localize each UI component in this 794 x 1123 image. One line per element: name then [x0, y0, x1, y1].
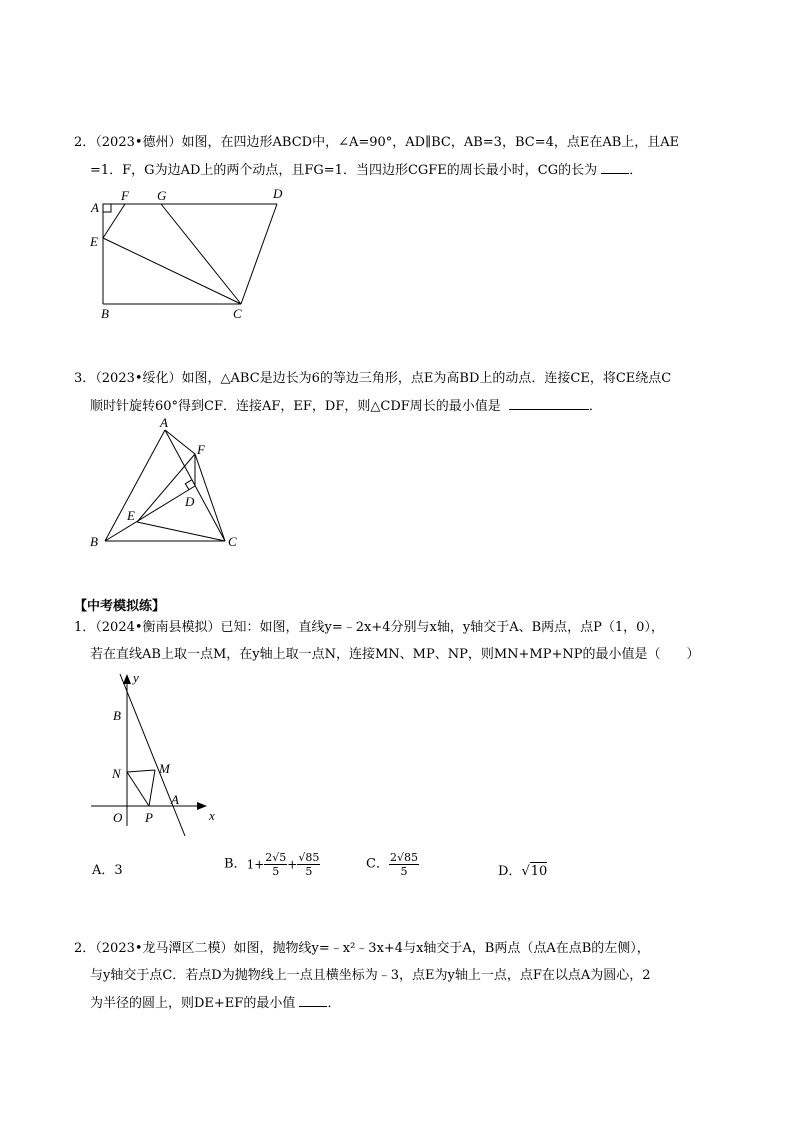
- m1-seg-NM: [127, 770, 155, 772]
- q3-seg-EF: [137, 454, 195, 522]
- m1-label-x: x: [209, 808, 215, 823]
- m1-label-O: O: [113, 810, 123, 825]
- q2-right-angle-mark: [103, 204, 111, 212]
- q3-line2-text: 顺时针旋转60°得到CF．连接AF，EF，DF，则△CDF周长的最小值是: [90, 399, 501, 414]
- q2-label-B: B: [101, 306, 109, 321]
- m1-option-b-one: 1+: [246, 857, 265, 872]
- m1-option-c[interactable]: [366, 851, 419, 878]
- m1-option-c-frac: [389, 851, 419, 878]
- m1-option-d-sqrt-icon: √: [521, 864, 530, 879]
- m2-line1: 2．（2023•龙马潭区二模）如图，抛物线y=﹣x²﹣3x+4与x轴交于A，B两点（点A在点B的左侧），: [74, 941, 650, 956]
- m1-label-P: P: [145, 810, 153, 825]
- m1-option-b-num1: 2√5: [265, 851, 287, 864]
- m2-answer-blank[interactable]: [299, 994, 327, 1007]
- m1-option-b-plus: +: [287, 857, 298, 872]
- q2-label-F: F: [121, 188, 129, 203]
- m1-option-b-prefix: B．: [224, 856, 247, 872]
- q2-label-G: G: [157, 188, 167, 203]
- q2-figure: [85, 182, 295, 322]
- q3-seg-CE: [137, 522, 225, 541]
- m1-label-M: M: [159, 761, 170, 776]
- m1-line2: 若在直线AB上取一点M，在y轴上取一点N，连接MN、MP、NP，则MN+MP+NP的最小值是（ ）: [90, 647, 700, 662]
- q3-line2: [90, 397, 602, 416]
- q2-line2-text: =1．F，G为边AD上的两个动点，且FG=1．当四边形CGFE的周长最小时，CG的长为: [90, 163, 598, 178]
- m2-line3-text: 为半径的圆上，则DE+EF的最小值: [90, 996, 296, 1011]
- m1-x-arrow: [197, 802, 207, 810]
- q2-seg-EF: [103, 204, 125, 238]
- q2-line1: 2．（2023•德州）如图，在四边形ABCD中，∠A=90°，AD∥BC，AB=3，BC=4，点E在AB上，且AE: [74, 135, 680, 150]
- q3-figure: [85, 415, 255, 553]
- m1-option-d[interactable]: [498, 862, 547, 881]
- m1-option-a[interactable]: A．3: [92, 863, 123, 878]
- m1-label-N: N: [112, 766, 121, 781]
- q3-seg-CF: [195, 454, 225, 541]
- q2-label-E: E: [90, 234, 98, 249]
- q3-label-B: B: [90, 534, 98, 549]
- m1-label-y: y: [133, 670, 139, 685]
- m1-option-b-den2: 5: [305, 865, 313, 878]
- q2-end: ．: [629, 163, 643, 178]
- q3-end: ．: [588, 399, 602, 414]
- m1-label-B: B: [113, 708, 121, 723]
- q3-answer-blank[interactable]: [509, 397, 589, 410]
- m2-line3: [90, 994, 340, 1013]
- m1-option-b-den1: 5: [272, 865, 280, 878]
- q2-label-D: D: [273, 186, 283, 201]
- q2-answer-blank[interactable]: [601, 161, 629, 174]
- q2-label-A: A: [91, 200, 99, 215]
- q3-label-F: F: [197, 442, 205, 457]
- m1-option-c-den: 5: [400, 865, 408, 878]
- m1-figure: [85, 668, 230, 830]
- q3-label-D: D: [185, 494, 195, 509]
- m1-option-b[interactable]: [224, 851, 320, 878]
- m1-option-d-prefix: D．: [498, 864, 522, 879]
- q2-seg-GC: [161, 204, 241, 304]
- q3-seg-BD: [105, 486, 195, 541]
- q3-label-C: C: [228, 534, 237, 549]
- q3-seg-AB: [105, 430, 165, 541]
- m1-label-A: A: [171, 792, 179, 807]
- q2-line2: [90, 161, 642, 180]
- m1-y-arrow: [123, 674, 131, 684]
- m2-line2: 与y轴交于点C．若点D为抛物线上一点且横坐标为﹣3，点E为y轴上一点，点F在以点A为圆心，2: [90, 968, 651, 983]
- m1-option-c-num: 2√85: [389, 851, 418, 864]
- q2-seg-EC: [103, 238, 241, 304]
- q3-seg-AF: [165, 430, 195, 454]
- m2-end: ．: [327, 996, 341, 1011]
- q2-seg-DC: [241, 204, 277, 304]
- q3-label-E: E: [127, 508, 135, 523]
- m1-option-b-frac1: [264, 851, 287, 878]
- m1-line1: 1．（2024•衡南县模拟）已知：如图，直线y=﹣2x+4分别与x轴，y轴交于A、B两点，点P（1，0），: [74, 620, 664, 635]
- m1-option-b-num2: √85: [298, 851, 320, 864]
- m1-seg-MP: [149, 770, 155, 806]
- q3-line1: 3．（2023•绥化）如图，△ABC是边长为6的等边三角形，点E为高BD上的动点．连接CE，将CE绕点C: [74, 371, 672, 386]
- q3-label-A: A: [160, 415, 168, 430]
- m1-option-b-frac2: [297, 851, 320, 878]
- m1-option-d-radicand: 10: [530, 864, 548, 879]
- m1-option-c-prefix: C．: [366, 856, 389, 872]
- m1-seg-NP: [127, 772, 149, 806]
- q2-label-C: C: [233, 306, 242, 321]
- section-title: 【中考模拟练】: [74, 599, 166, 614]
